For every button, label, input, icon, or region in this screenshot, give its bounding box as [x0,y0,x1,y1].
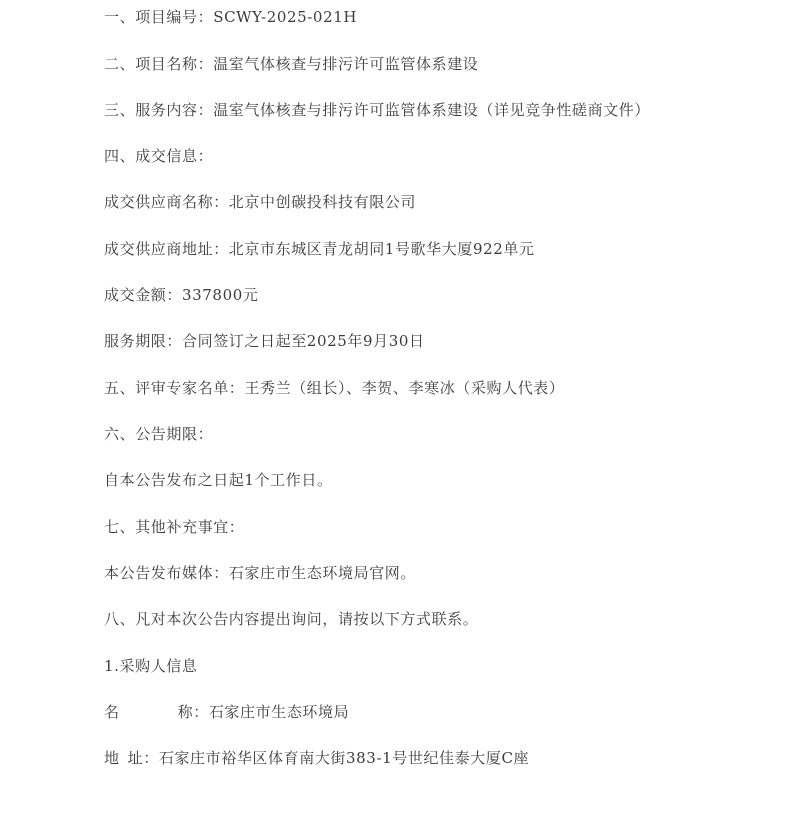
purchaser-address-label-a: 地 [104,749,120,767]
purchaser-address-line [104,748,529,768]
notice-period-line: 自本公告发布之日起1个工作日。 [104,471,333,489]
purchaser-info-heading: 1.采购人信息 [104,657,198,675]
other-matters-heading: 七、其他补充事宜： [104,518,245,536]
contact-heading: 八、凡对本次公告内容提出询问，请按以下方式联系。 [104,610,479,628]
deal-amount-line: 成交金额：337800元 [104,286,259,304]
purchaser-name-label-a: 名 [104,703,120,721]
deal-info-heading: 四、成交信息： [104,147,214,165]
purchaser-address-value: 石家庄市裕华区体育南大街383-1号世纪佳泰大厦C座 [158,749,530,767]
service-period-line: 服务期限：合同签订之日起至2025年9月30日 [104,332,425,350]
service-content-line: 三、服务内容：温室气体核查与排污许可监管体系建设（详见竞争性磋商文件） [104,101,651,119]
expert-list-line: 五、评审专家名单：王秀兰（组长）、李贺、李寒冰（采购人代表） [104,379,565,397]
notice-period-heading: 六、公告期限： [104,425,214,443]
purchaser-name-value: 石家庄市生态环境局 [208,703,350,721]
supplier-name-line: 成交供应商名称：北京中创碳投科技有限公司 [104,193,417,211]
project-name-line: 二、项目名称：温室气体核查与排污许可监管体系建设 [104,55,479,73]
supplier-address-line: 成交供应商地址：北京市东城区青龙胡同1号歌华大厦922单元 [104,240,535,258]
purchaser-name-line [104,702,349,722]
purchaser-name-label-b: 称： [177,703,209,721]
publish-media-line: 本公告发布媒体：石家庄市生态环境局官网。 [104,564,417,582]
purchaser-address-label-b: 址： [127,749,159,767]
project-number-line: 一、项目编号：SCWY-2025-021H [104,8,358,26]
